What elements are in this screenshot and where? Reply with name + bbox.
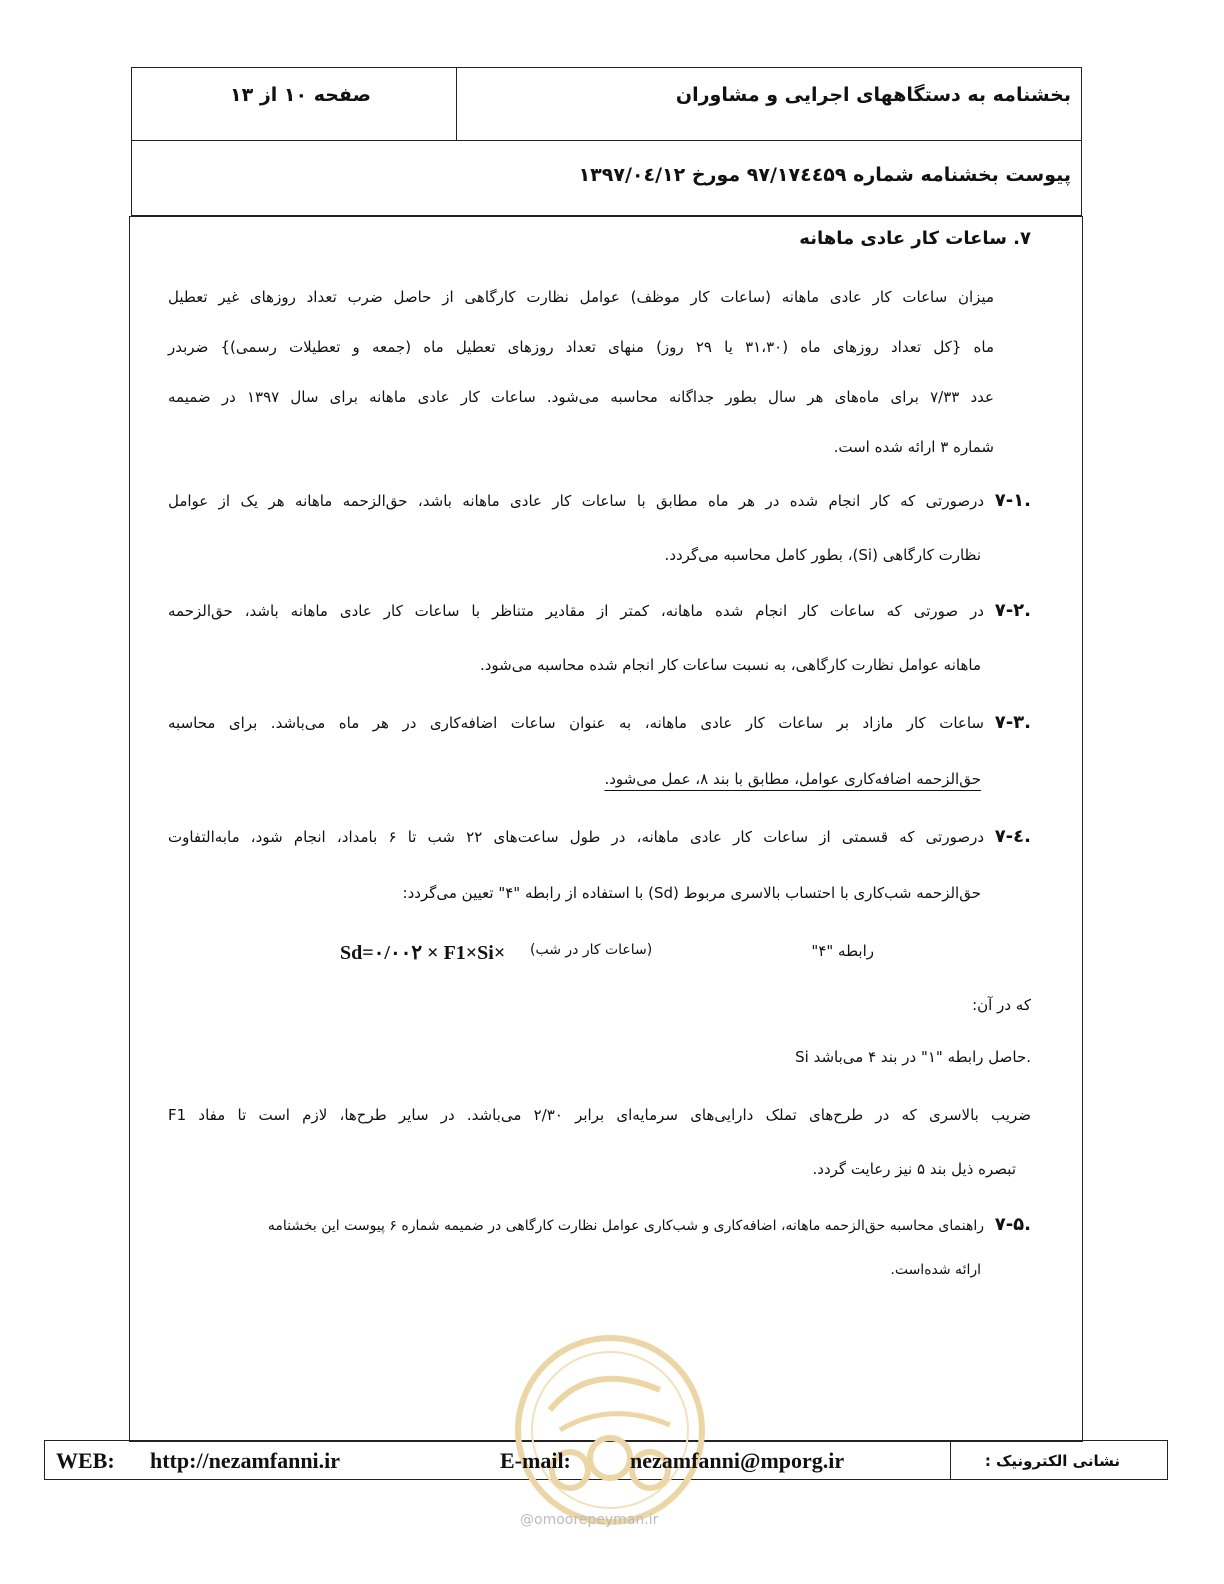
item-7-2-line-1: در صورتی که ساعات کار انجام شده ماهانه، کمتر از مقادیر متناظر با ساعات کار عادی ماهانه باشد، حق‌الزحمه — [168, 602, 984, 620]
item-7-5-line-1: راهنمای محاسبه حق‌الزحمه ماهانه، اضافه‌کاری و شب‌کاری عوامل نظارت کارگاهی در ضمیمه شماره ۶ پیوست این بخشنامه — [267, 1218, 984, 1234]
footer-web-url[interactable]: http://nezamfanni.ir — [150, 1448, 341, 1473]
formula-label: رابطه "۴" — [811, 942, 874, 960]
footer-email-label: E-mail: — [500, 1448, 571, 1473]
header-divider — [456, 67, 457, 141]
formula-night-hours: (ساعات کار در شب) — [530, 942, 653, 958]
item-7-5-number: ۷-۵. — [994, 1214, 1031, 1235]
where-label: که در آن: — [972, 996, 1031, 1014]
formula-expression: Sd=۰/۰۰۲ × F1×Si× — [340, 942, 506, 964]
item-7-1-line-2: نظارت کارگاهی (Si)، بطور کامل محاسبه می‌گردد. — [664, 546, 981, 564]
definition-f1-line-2: تبصره ذیل بند ۵ نیز رعایت گردد. — [812, 1160, 1016, 1178]
footer-email[interactable]: nezamfanni@mporg.ir — [630, 1448, 845, 1473]
intro-line-1: میزان ساعات کار عادی ماهانه (ساعات کار موظف) عوامل نظارت کارگاهی از حاصل ضرب تعداد روزهای غیر تعطیل — [168, 288, 994, 306]
item-7-2-line-2: ماهانه عوامل نظارت کارگاهی، به نسبت ساعات کار انجام شده محاسبه می‌شود. — [479, 656, 981, 674]
item-7-4-line-2: حق‌الزحمه شب‌کاری با احتساب بالاسری مربوط (Sd) با استفاده از رابطه "۴" تعیین می‌گردد: — [402, 884, 981, 902]
item-7-3-line-1: ساعات کار مازاد بر ساعات کار عادی ماهانه، به عنوان ساعات اضافه‌کاری در هر ماه می‌باشد. برای محاسبه — [168, 714, 984, 732]
item-7-2-number: ۷-۲. — [994, 600, 1031, 621]
section-title: ۷. ساعات کار عادی ماهانه — [799, 228, 1031, 249]
page-number: صفحه ۱۰ از ۱۳ — [230, 84, 371, 106]
watermark-site: @omoorepeyman.ir — [520, 1512, 659, 1528]
item-7-4-line-1: درصورتی که قسمتی از ساعات کار عادی ماهانه، در طول ساعت‌های ۲۲ شب تا ۶ بامداد، انجام شود، مابه‌التفاوت — [168, 828, 984, 846]
watermark-seal-icon — [510, 1330, 710, 1530]
definition-f1-line-1: F1 ضریب بالاسری که در طرح‌های تملک دارایی‌های سرمایه‌ای برابر ۲/۳۰ می‌باشد. در سایر طرح‌ها، لازم است تا مفاد — [168, 1106, 1031, 1124]
intro-line-3: عدد ۷/۳۳ برای ماه‌های هر سال بطور جداگانه محاسبه می‌شود. ساعات کار عادی ماهانه برای سال ۱۳۹۷ در ضمیمه — [168, 388, 995, 406]
intro-line-2: ماه {کل تعداد روزهای ماه (۳۱،۳۰ یا ۲۹ روز) منهای تعداد روزهای تعطیل ماه (جمعه و تعطیلات رسمی)} ضربدر — [168, 338, 995, 356]
footer-web-label: WEB: — [56, 1448, 115, 1473]
item-7-3-number: ۷-۳. — [994, 712, 1031, 733]
item-7-1-number: ۷-۱. — [994, 490, 1031, 511]
footer-divider — [950, 1440, 951, 1480]
attachment-reference: پیوست بخشنامه شماره ۹۷/۱۷٤٤۵۹ مورخ ۱۳۹۷/۰٤/۱۲ — [578, 164, 1071, 186]
item-7-1-line-1: درصورتی که کار انجام شده در هر ماه مطابق با ساعات کار عادی ماهانه باشد، حق‌الزحمه ماهانه هر یک از عوامل — [168, 492, 984, 510]
intro-line-4: شماره ۳ ارائه شده است. — [833, 438, 994, 456]
item-7-3-line-2: حق‌الزحمه اضافه‌کاری عوامل، مطابق با بند ۸، عمل می‌شود. — [604, 770, 981, 788]
item-7-5-line-2: ارائه شده‌است. — [890, 1262, 981, 1278]
header-title: بخشنامه به دستگاههای اجرایی و مشاوران — [675, 84, 1071, 106]
footer-electronic-address-label: نشانی الکترونیک : — [984, 1452, 1120, 1470]
item-7-4-number: ۷-٤. — [994, 826, 1031, 847]
definition-si: Si حاصل رابطه "۱" در بند ۴ می‌باشد. — [795, 1048, 1031, 1066]
